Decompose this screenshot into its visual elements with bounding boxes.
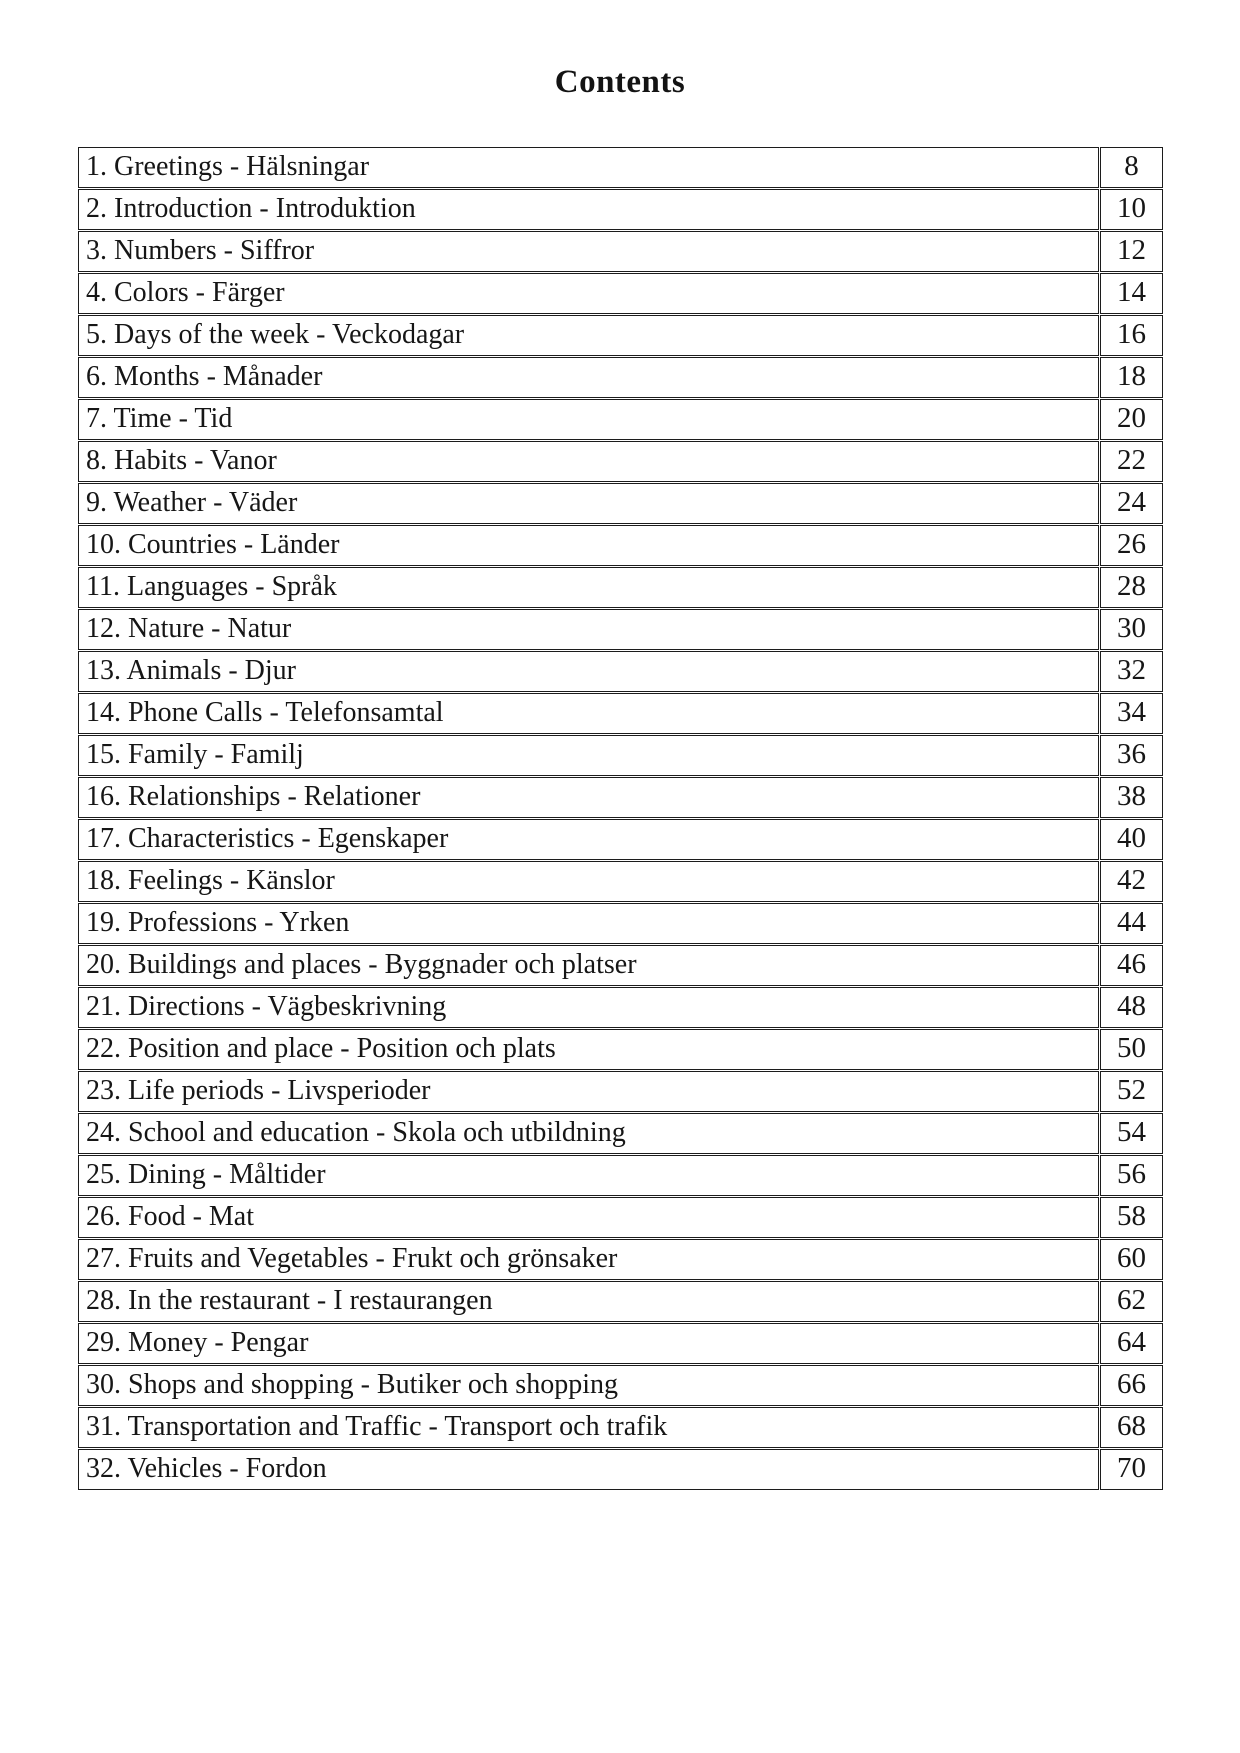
table-row — [78, 903, 1163, 944]
toc-body — [78, 147, 1163, 1490]
page-number: 28 — [1100, 567, 1163, 608]
chapter-label: 26. Food - Mat — [78, 1197, 1099, 1238]
chapter-label: 30. Shops and shopping - Butiker och shopping — [78, 1365, 1099, 1406]
page-number: 22 — [1100, 441, 1163, 482]
table-row — [78, 357, 1163, 398]
table-row — [78, 651, 1163, 692]
page-number: 54 — [1100, 1113, 1163, 1154]
page-number: 50 — [1100, 1029, 1163, 1070]
table-row — [78, 1239, 1163, 1280]
page-number: 34 — [1100, 693, 1163, 734]
chapter-label: 17. Characteristics - Egenskaper — [78, 819, 1099, 860]
table-row — [78, 147, 1163, 188]
chapter-label: 29. Money - Pengar — [78, 1323, 1099, 1364]
chapter-label: 7. Time - Tid — [78, 399, 1099, 440]
chapter-label: 16. Relationships - Relationer — [78, 777, 1099, 818]
table-row — [78, 693, 1163, 734]
chapter-label: 12. Nature - Natur — [78, 609, 1099, 650]
chapter-label: 15. Family - Familj — [78, 735, 1099, 776]
table-row — [78, 777, 1163, 818]
page-number: 44 — [1100, 903, 1163, 944]
chapter-label: 22. Position and place - Position och plats — [78, 1029, 1099, 1070]
table-row — [78, 735, 1163, 776]
page-number: 68 — [1100, 1407, 1163, 1448]
page-number: 48 — [1100, 987, 1163, 1028]
table-row — [78, 441, 1163, 482]
chapter-label: 18. Feelings - Känslor — [78, 861, 1099, 902]
table-row — [78, 609, 1163, 650]
page-number: 38 — [1100, 777, 1163, 818]
page-number: 12 — [1100, 231, 1163, 272]
table-row — [78, 945, 1163, 986]
chapter-label: 21. Directions - Vägbeskrivning — [78, 987, 1099, 1028]
table-row — [78, 525, 1163, 566]
chapter-label: 20. Buildings and places - Byggnader och platser — [78, 945, 1099, 986]
table-row — [78, 1407, 1163, 1448]
chapter-label: 6. Months - Månader — [78, 357, 1099, 398]
page-number: 42 — [1100, 861, 1163, 902]
table-row — [78, 1365, 1163, 1406]
chapter-label: 14. Phone Calls - Telefonsamtal — [78, 693, 1099, 734]
table-row — [78, 483, 1163, 524]
page-number: 52 — [1100, 1071, 1163, 1112]
table-row — [78, 273, 1163, 314]
page-number: 24 — [1100, 483, 1163, 524]
page-number: 56 — [1100, 1155, 1163, 1196]
page-number: 18 — [1100, 357, 1163, 398]
table-row — [78, 987, 1163, 1028]
page-title: Contents — [554, 64, 686, 100]
page-number: 36 — [1100, 735, 1163, 776]
table-row — [78, 231, 1163, 272]
table-row — [78, 1449, 1163, 1490]
toc-table — [77, 146, 1164, 1491]
page-number: 32 — [1100, 651, 1163, 692]
table-row — [78, 567, 1163, 608]
table-row — [78, 1155, 1163, 1196]
chapter-label: 9. Weather - Väder — [78, 483, 1099, 524]
chapter-label: 24. School and education - Skola och utbildning — [78, 1113, 1099, 1154]
table-row — [78, 189, 1163, 230]
page-number: 30 — [1100, 609, 1163, 650]
chapter-label: 5. Days of the week - Veckodagar — [78, 315, 1099, 356]
table-row — [78, 399, 1163, 440]
chapter-label: 13. Animals - Djur — [78, 651, 1099, 692]
chapter-label: 8. Habits - Vanor — [78, 441, 1099, 482]
page-number: 20 — [1100, 399, 1163, 440]
page-number: 70 — [1100, 1449, 1163, 1490]
table-row — [78, 819, 1163, 860]
chapter-label: 31. Transportation and Traffic - Transport och trafik — [78, 1407, 1099, 1448]
page-number: 64 — [1100, 1323, 1163, 1364]
page-number: 14 — [1100, 273, 1163, 314]
chapter-label: 28. In the restaurant - I restaurangen — [78, 1281, 1099, 1322]
page-number: 8 — [1100, 147, 1163, 188]
page-number: 26 — [1100, 525, 1163, 566]
table-row — [78, 1029, 1163, 1070]
table-row — [78, 1071, 1163, 1112]
page-number: 58 — [1100, 1197, 1163, 1238]
chapter-label: 27. Fruits and Vegetables - Frukt och grönsaker — [78, 1239, 1099, 1280]
chapter-label: 2. Introduction - Introduktion — [78, 189, 1099, 230]
page-number: 62 — [1100, 1281, 1163, 1322]
chapter-label: 1. Greetings - Hälsningar — [78, 147, 1099, 188]
page-number: 16 — [1100, 315, 1163, 356]
chapter-label: 3. Numbers - Siffror — [78, 231, 1099, 272]
table-row — [78, 1281, 1163, 1322]
page-number: 46 — [1100, 945, 1163, 986]
table-row — [78, 1113, 1163, 1154]
page-number: 60 — [1100, 1239, 1163, 1280]
chapter-label: 23. Life periods - Livsperioder — [78, 1071, 1099, 1112]
chapter-label: 11. Languages - Språk — [78, 567, 1099, 608]
page-number: 66 — [1100, 1365, 1163, 1406]
chapter-label: 19. Professions - Yrken — [78, 903, 1099, 944]
chapter-label: 32. Vehicles - Fordon — [78, 1449, 1099, 1490]
table-row — [78, 1197, 1163, 1238]
table-row — [78, 861, 1163, 902]
table-row — [78, 1323, 1163, 1364]
table-row — [78, 315, 1163, 356]
page-number: 10 — [1100, 189, 1163, 230]
chapter-label: 10. Countries - Länder — [78, 525, 1099, 566]
page-number: 40 — [1100, 819, 1163, 860]
chapter-label: 4. Colors - Färger — [78, 273, 1099, 314]
chapter-label: 25. Dining - Måltider — [78, 1155, 1099, 1196]
